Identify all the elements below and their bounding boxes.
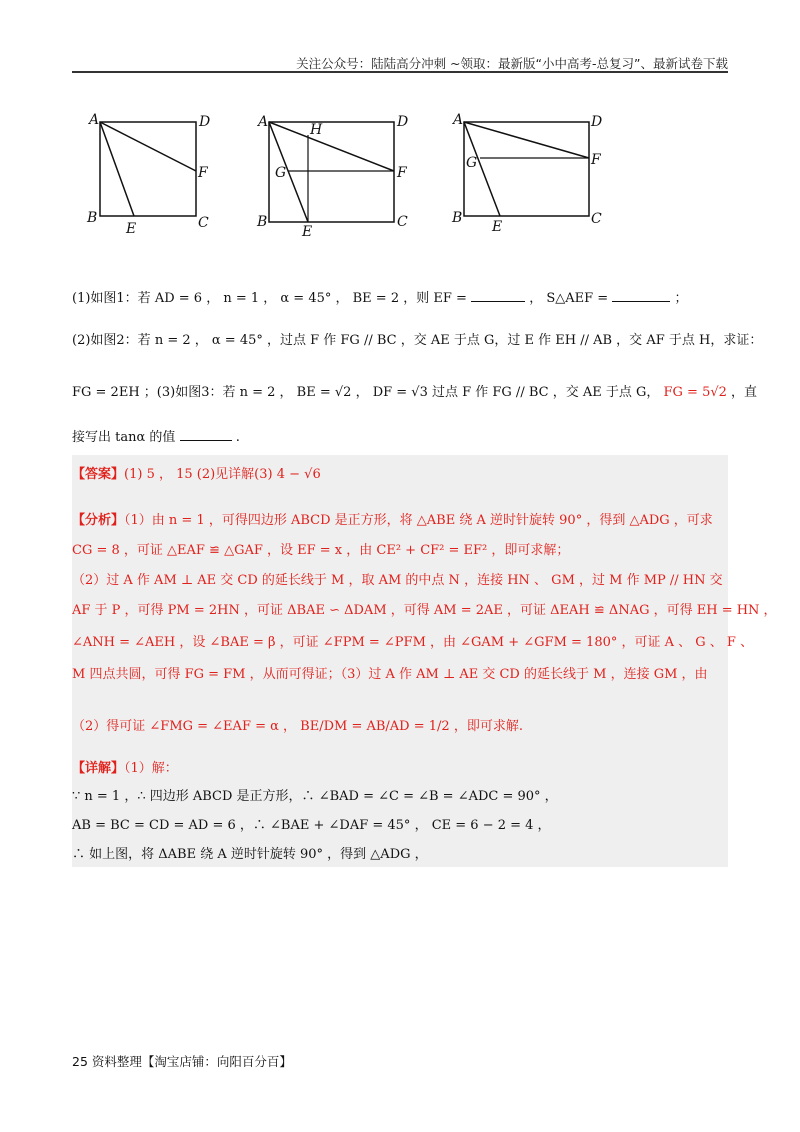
- analysis-line-6: M 四点共圆，可得 FG = FM ，从而可得证；（3）过 A 作 AM ⊥ AE 交 CD 的延长线于 M ，连接 GM ，由: [72, 667, 708, 682]
- label-c: C: [397, 214, 408, 230]
- label-c: C: [591, 211, 602, 227]
- answer-blank-ef[interactable]: [471, 287, 525, 302]
- label-a: A: [89, 112, 100, 128]
- q3-highlight: FG = 5√2: [663, 385, 727, 400]
- label-g: G: [275, 165, 287, 181]
- label-a: A: [258, 114, 269, 130]
- label-g: G: [466, 155, 478, 171]
- q4-text: 接写出 tanα 的值: [72, 430, 176, 445]
- answer-line: [72, 465, 321, 485]
- segment-af: [464, 122, 589, 158]
- label-e: E: [302, 224, 313, 240]
- label-e: E: [126, 221, 137, 237]
- question-part3: [72, 383, 757, 403]
- label-b: B: [452, 210, 463, 226]
- q3-text: FG = 2EH ；(3)如图3：若 n = 2 ， BE = √2 ， DF = √3 过点 F 作 FG // BC ，交 AE 于点 G，: [72, 385, 660, 400]
- label-f: F: [591, 152, 601, 168]
- analysis-line-4: AF 于 P ，可得 PM = 2HN ，可证 ΔBAE ∽ ΔDAM ，可得 AM = 2AE ，可证 ΔEAH ≌ ΔNAG ，可得 EH = HN ，: [72, 603, 777, 618]
- label-a: A: [453, 112, 464, 128]
- label-d: D: [199, 114, 211, 130]
- question-part4: [72, 426, 240, 448]
- page-number: 25: [72, 1054, 88, 1069]
- analysis-line-5: ∠ANH = ∠AEH ，设 ∠BAE = β ，可证 ∠FPM = ∠PFM ，由 ∠GAM + ∠GFM = 180° ，可证 A 、 G 、 F 、: [72, 635, 754, 650]
- header-divider: [72, 71, 728, 73]
- footer-text: 资料整理【淘宝店铺：向阳百分百】: [91, 1054, 292, 1069]
- analysis-label: 【分析】: [72, 513, 125, 528]
- label-b: B: [257, 214, 268, 230]
- answer-blank-tan[interactable]: [180, 426, 232, 441]
- label-c: C: [198, 215, 209, 231]
- question-part1: [72, 287, 687, 309]
- page-footer: [72, 1052, 292, 1070]
- q1-prefix: (1)如图1：若 AD = 6 ， n = 1 ， α = 45° ， BE = 2 ，则 EF =: [72, 291, 467, 306]
- figure-2: [255, 105, 415, 240]
- q1-end: ；: [674, 291, 688, 306]
- detail-line-1: [72, 759, 178, 779]
- label-h: H: [310, 122, 323, 138]
- detail-line-4: ∴ 如上图，将 ΔABE 绕 A 逆时针旋转 90° ，得到 △ADG ，: [72, 847, 428, 862]
- segment-af: [269, 122, 394, 171]
- answer-blank-area[interactable]: [612, 287, 670, 302]
- question-part2: (2)如图2：若 n = 2 ， α = 45° ，过点 F 作 FG // BC ，交 AE 于点 G，过 E 作 EH // AB ，交 AF 于点 H，求证：: [72, 333, 763, 348]
- figure-1: [86, 105, 216, 240]
- q3-end: ，直: [731, 385, 758, 400]
- square-abcd: [100, 122, 196, 216]
- label-e: E: [492, 219, 503, 235]
- detail-line-3: AB = BC = CD = AD = 6 ，∴ ∠BAE + ∠DAF = 45° ， CE = 6 − 2 = 4 ，: [72, 818, 551, 833]
- q4-end: .: [235, 430, 240, 445]
- answer-label: 【答案】: [72, 467, 125, 482]
- answer-text: (1) 5 ， 15 (2)见详解(3) 4 − √6: [124, 467, 321, 482]
- analysis-line-2: CG = 8 ，可证 △EAF ≌ △GAF ，设 EF = x ，由 CE² + CF² = EF² ，即可求解；: [72, 543, 570, 558]
- q1-mid: ， S△AEF =: [529, 291, 609, 306]
- label-d: D: [591, 114, 603, 130]
- detail-text-1: （1）解：: [124, 761, 178, 776]
- label-b: B: [87, 210, 98, 226]
- label-f: F: [198, 165, 208, 181]
- detail-label: 【详解】: [72, 761, 125, 776]
- label-d: D: [397, 114, 409, 130]
- solution-panel: [72, 455, 777, 867]
- page-header: 关注公众号：陆陆高分冲刺 ~领取：最新版“小中高考-总复习”、最新试卷下载: [296, 56, 728, 71]
- figure-3: [450, 105, 610, 240]
- label-f: F: [397, 165, 407, 181]
- analysis-line-3: （2）过 A 作 AM ⊥ AE 交 CD 的延长线于 M ，取 AM 的中点 N ，连接 HN 、 GM ，过 M 作 MP // HN 交: [72, 573, 723, 588]
- analysis-line-1: [72, 511, 713, 531]
- analysis-line-7: （2）得可证 ∠FMG = ∠EAF = α ， BE/DM = AB/AD = 1/2 ，即可求解.: [72, 719, 523, 734]
- detail-line-2: ∵ n = 1 ，∴ 四边形 ABCD 是正方形，∴ ∠BAD = ∠C = ∠B = ∠ADC = 90° ，: [72, 789, 558, 804]
- analysis-text-1: （1）由 n = 1 ，可得四边形 ABCD 是正方形，将 △ABE 绕 A 逆时针旋转 90° ，得到 △ADG ，可求: [124, 513, 713, 528]
